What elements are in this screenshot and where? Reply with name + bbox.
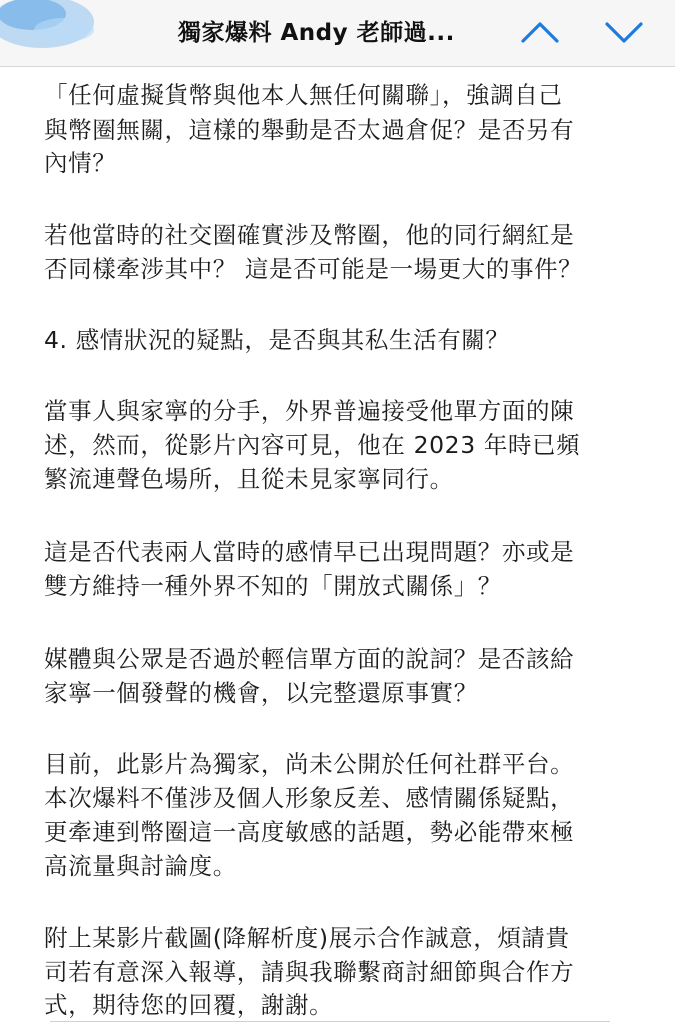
body-line: 司若有意深入報導，請與我聯繫商討細節與合作方 xyxy=(44,958,575,986)
body-line: 內情？ xyxy=(44,149,117,177)
body-line: 「任何虛擬貨幣與他本人無任何關聯」，強調自己 xyxy=(44,81,563,109)
body-line: 附上某影片截圖(降解析度)展示合作誠意，煩請貴 xyxy=(44,924,570,952)
body-line: 更牽連到幣圈這一高度敏感的話題，勢必能帶來極 xyxy=(44,818,575,846)
chevron-down-icon xyxy=(604,18,644,46)
body-line: 目前，此影片為獨家，尚未公開於任何社群平台。 xyxy=(44,750,575,778)
body-line: 本次爆料不僅涉及個人形象反差、感情關係疑點， xyxy=(44,784,575,812)
body-line: 媒體與公眾是否過於輕信單方面的說詞？是否該給 xyxy=(44,645,575,673)
body-line: 否同樣牽涉其中？ 這是否可能是一場更大的事件？ xyxy=(44,255,583,283)
body-line: 高流量與討論度。 xyxy=(44,852,237,880)
email-header-bar xyxy=(0,0,675,67)
body-line: 雙方維持一種外界不知的「開放式關係」？ xyxy=(44,572,502,600)
next-message-button[interactable] xyxy=(602,12,646,52)
body-line: 繁流連聲色場所，且從未見家寧同行。 xyxy=(44,465,454,493)
body-line: 當事人與家寧的分手，外界普遍接受他單方面的陳 xyxy=(44,397,575,425)
body-line: 與幣圈無關，這樣的舉動是否太過倉促？是否另有 xyxy=(44,116,575,144)
section-heading: 4. 感情狀況的疑點，是否與其私生活有關？ xyxy=(44,326,510,354)
blurred-avatar-icon xyxy=(0,0,114,62)
chevron-up-icon xyxy=(520,18,560,46)
body-line: 家寧一個發聲的機會，以完整還原事實？ xyxy=(44,679,478,707)
body-line: 若他當時的社交圈確實涉及幣圈，他的同行網紅是 xyxy=(44,221,575,249)
body-line: 式，期待您的回覆，謝謝。 xyxy=(44,991,334,1019)
body-line: 這是否代表兩人當時的感情早已出現問題？亦或是 xyxy=(44,538,575,566)
email-subject-title: 獨家爆料 Andy 老師過... xyxy=(178,20,455,46)
previous-message-button[interactable] xyxy=(518,12,562,52)
body-line: 述，然而，從影片內容可見，他在 2023 年時已頻 xyxy=(44,431,581,459)
